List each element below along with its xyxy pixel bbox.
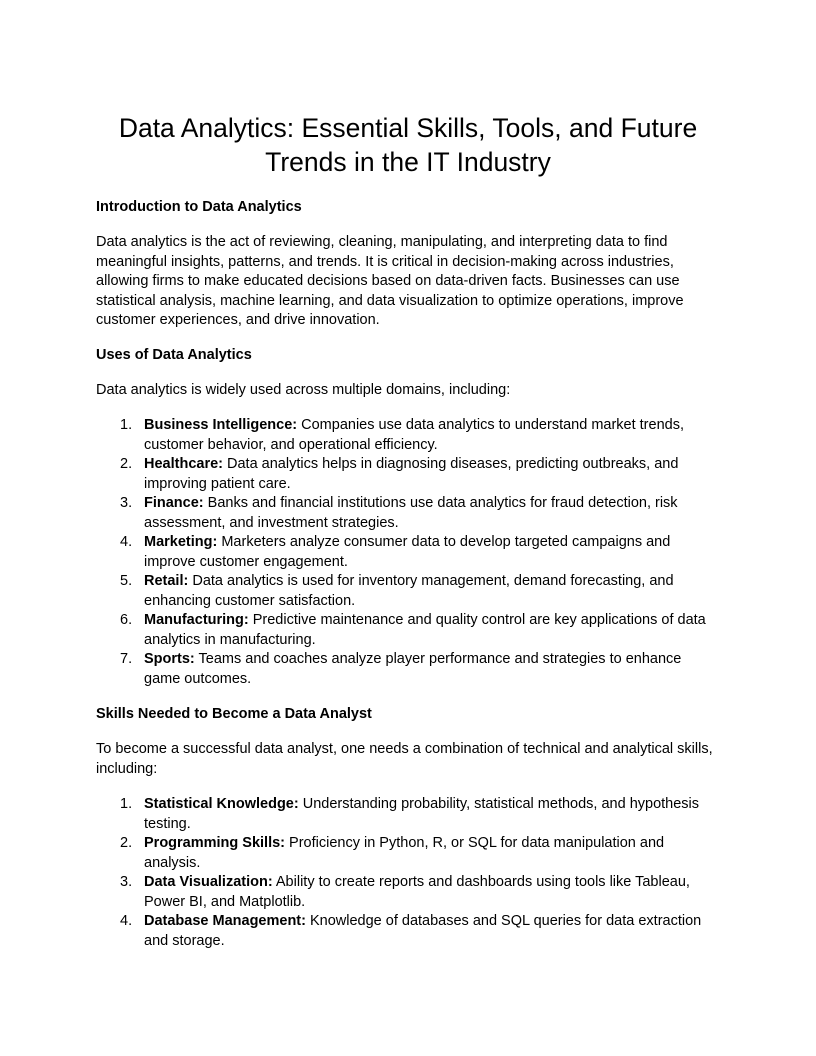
list-text: Ability to create reports and dashboards using tools like Tableau, Power BI, and Matplotlib. <box>144 874 690 910</box>
list-item <box>96 873 720 912</box>
list-item <box>96 455 720 494</box>
list-text: Understanding probability, statistical methods, and hypothesis testing. <box>144 796 700 832</box>
list-number: 3. <box>120 874 133 890</box>
list-term: Marketing: <box>144 534 218 550</box>
paragraph-introduction: Data analytics is the act of reviewing, cleaning, manipulating, and interpreting data to find meaningful insights, patterns, and trends. It is critical in decision-making across industries, allowing firms to make educated decisions based on data-driven facts. Businesses can use statistical analysis, machine learning, and data visualization to optimize operations, improve customer experiences, and drive innovation. <box>96 234 684 328</box>
list-text: Teams and coaches analyze player performance and strategies to enhance game outcomes. <box>144 651 682 687</box>
list-text: Knowledge of databases and SQL queries for data extraction and storage. <box>144 913 702 949</box>
list-term: Programming Skills: <box>144 835 286 851</box>
list-number: 4. <box>120 913 133 929</box>
paragraph-skills: To become a successful data analyst, one needs a combination of technical and analytical skills, including: <box>96 741 713 777</box>
document-title: Data Analytics: Essential Skills, Tools, and Future Trends in the IT Industry <box>118 113 698 177</box>
list-number: 4. <box>120 534 133 550</box>
list-text: Banks and financial institutions use data analytics for fraud detection, risk assessment, and investment strategies. <box>144 495 678 531</box>
list-item <box>96 572 720 611</box>
list-term: Sports: <box>144 651 195 667</box>
list-term: Manufacturing: <box>144 612 249 628</box>
list-number: 3. <box>120 495 133 511</box>
list-number: 2. <box>120 835 133 851</box>
list-item <box>96 416 720 455</box>
uses-list <box>96 416 720 689</box>
list-number: 6. <box>120 612 133 628</box>
heading-uses: Uses of Data Analytics <box>96 347 252 363</box>
list-text: Companies use data analytics to understand market trends, customer behavior, and operational efficiency. <box>144 417 684 453</box>
heading-skills: Skills Needed to Become a Data Analyst <box>96 706 372 722</box>
list-number: 7. <box>120 651 133 667</box>
list-item <box>96 611 720 650</box>
paragraph-uses: Data analytics is widely used across multiple domains, including: <box>96 382 511 398</box>
heading-introduction: Introduction to Data Analytics <box>96 199 302 215</box>
list-term: Retail: <box>144 573 189 589</box>
list-item <box>96 795 720 834</box>
list-number: 1. <box>120 796 133 812</box>
list-term: Statistical Knowledge: <box>144 796 299 812</box>
list-item <box>96 834 720 873</box>
list-number: 5. <box>120 573 133 589</box>
list-term: Data Visualization: <box>144 874 273 890</box>
list-text: Data analytics helps in diagnosing diseases, predicting outbreaks, and improving patient care. <box>144 456 679 492</box>
list-text: Proficiency in Python, R, or SQL for data manipulation and analysis. <box>144 835 665 871</box>
list-item <box>96 650 720 689</box>
list-term: Business Intelligence: <box>144 417 298 433</box>
list-text: Predictive maintenance and quality control are key applications of data analytics in manufacturing. <box>144 612 706 648</box>
list-term: Database Management: <box>144 913 306 929</box>
list-number: 1. <box>120 417 133 433</box>
list-item <box>96 912 720 951</box>
list-number: 2. <box>120 456 133 472</box>
list-item <box>96 533 720 572</box>
list-term: Healthcare: <box>144 456 223 472</box>
list-text: Data analytics is used for inventory management, demand forecasting, and enhancing customer satisfaction. <box>144 573 674 609</box>
list-item <box>96 494 720 533</box>
skills-list <box>96 795 720 951</box>
list-term: Finance: <box>144 495 204 511</box>
list-text: Marketers analyze consumer data to develop targeted campaigns and improve customer engagement. <box>144 534 671 570</box>
